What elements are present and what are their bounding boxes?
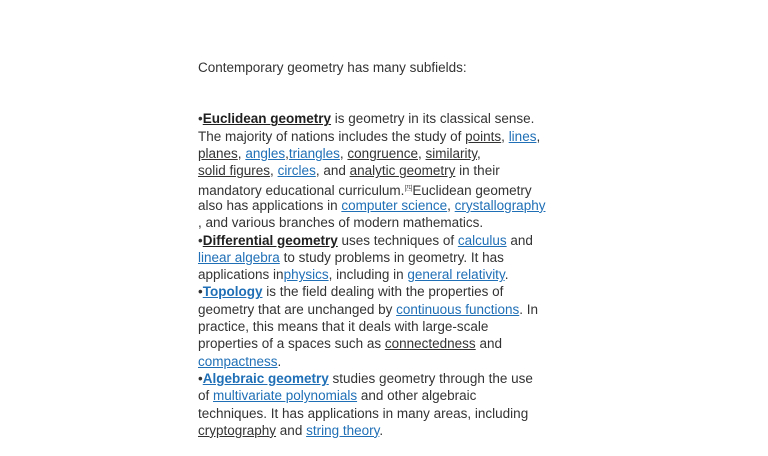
- text-line: [198, 301, 578, 318]
- text-line: [198, 387, 578, 404]
- hyperlink[interactable]: triangles: [288, 146, 340, 162]
- hyperlink[interactable]: multivariate polynomials: [213, 388, 358, 404]
- plain-text: in their: [455, 163, 500, 179]
- underlined-term[interactable]: planes: [198, 146, 238, 162]
- heading-link[interactable]: Euclidean geometry: [202, 111, 332, 127]
- text-line: [198, 422, 578, 439]
- footnote-marker: 四: [404, 183, 413, 193]
- plain-text: and: [475, 336, 502, 352]
- plain-text: applications in: [198, 267, 284, 283]
- underlined-term[interactable]: solid figures: [198, 163, 271, 179]
- plain-text: is the field dealing with the properties of: [262, 284, 504, 300]
- hyperlink[interactable]: angles: [245, 146, 286, 162]
- plain-text: of: [198, 388, 214, 404]
- plain-text: ,: [285, 146, 289, 162]
- plain-text: also has applications in: [198, 197, 342, 213]
- plain-text: uses techniques of: [337, 232, 458, 248]
- plain-text: , including in: [328, 267, 408, 283]
- plain-text: , and: [315, 163, 350, 179]
- text-line: [198, 335, 578, 352]
- underlined-term[interactable]: congruence: [347, 146, 418, 162]
- text-line: [198, 197, 578, 214]
- heading-link[interactable]: Differential geometry: [202, 232, 338, 248]
- bullet-marker: •: [198, 111, 203, 127]
- plain-text: studies geometry through the use: [328, 370, 533, 386]
- text-line: [198, 128, 578, 145]
- plain-text: .: [277, 353, 282, 369]
- plain-text: ,: [339, 146, 348, 162]
- bullet-marker: •: [198, 284, 203, 300]
- plain-text: techniques. It has applications in many areas, including: [198, 405, 529, 421]
- plain-text: and other algebraic: [357, 388, 477, 404]
- plain-text: ,: [270, 163, 278, 179]
- hyperlink[interactable]: physics: [283, 267, 329, 283]
- bullet-marker: •: [198, 370, 203, 386]
- plain-text: . In: [519, 301, 538, 317]
- underlined-term[interactable]: cryptography: [198, 422, 277, 438]
- plain-text: geometry that are unchanged by: [198, 301, 397, 317]
- plain-text: , and various branches of modern mathematics.: [198, 215, 484, 231]
- hyperlink[interactable]: crystallography: [454, 197, 546, 213]
- plain-text: Euclidean geometry: [412, 182, 532, 198]
- text-line: [198, 214, 578, 231]
- text-line: [198, 370, 578, 387]
- plain-text: .: [504, 267, 509, 283]
- plain-text: mandatory educational curriculum.: [198, 182, 405, 198]
- hyperlink[interactable]: computer science: [341, 197, 448, 213]
- document-body: [198, 24, 578, 456]
- plain-text: and: [276, 422, 307, 438]
- underlined-term[interactable]: similarity: [425, 146, 477, 162]
- hyperlink[interactable]: general relativity: [407, 267, 505, 283]
- hyperlink[interactable]: compactness: [198, 353, 278, 369]
- text-line: [198, 318, 578, 335]
- underlined-term[interactable]: analytic geometry: [349, 163, 456, 179]
- text-line: [198, 162, 578, 179]
- plain-text: ,: [477, 146, 481, 162]
- text-line: [198, 145, 578, 162]
- bullet-marker: •: [198, 232, 203, 248]
- hyperlink[interactable]: calculus: [457, 232, 507, 248]
- hyperlink[interactable]: continuous functions: [396, 301, 520, 317]
- plain-text: ,: [417, 146, 426, 162]
- hyperlink[interactable]: string theory: [306, 422, 380, 438]
- text-line: [198, 266, 578, 283]
- intro-line: Contemporary geometry has many subfields:: [198, 59, 467, 75]
- plain-text: The majority of nations includes the study of: [198, 128, 466, 144]
- plain-text: practice, this means that it deals with large-scale: [198, 319, 489, 335]
- plain-text: properties of a spaces such as: [198, 336, 385, 352]
- underlined-term[interactable]: connectedness: [384, 336, 476, 352]
- text-line: [198, 232, 578, 249]
- subfield-list: [198, 110, 578, 439]
- underlined-term[interactable]: points: [465, 128, 502, 144]
- plain-text: .: [379, 422, 384, 438]
- plain-text: to study problems in geometry. It has: [279, 249, 504, 265]
- plain-text: is geometry in its classical sense.: [331, 111, 535, 127]
- hyperlink[interactable]: linear algebra: [198, 249, 280, 265]
- plain-text: ,: [447, 197, 455, 213]
- heading-link[interactable]: Topology: [202, 284, 263, 300]
- plain-text: ,: [501, 128, 509, 144]
- plain-text: and: [506, 232, 533, 248]
- text-line: [198, 353, 578, 370]
- text-line: [198, 180, 578, 197]
- text-line: [198, 405, 578, 422]
- text-line: [198, 249, 578, 266]
- text-line: [198, 283, 578, 300]
- plain-text: ,: [536, 128, 541, 144]
- hyperlink[interactable]: lines: [508, 128, 537, 144]
- heading-link[interactable]: Algebraic geometry: [202, 370, 329, 386]
- plain-text: ,: [237, 146, 246, 162]
- hyperlink[interactable]: circles: [277, 163, 316, 179]
- text-line: [198, 110, 578, 127]
